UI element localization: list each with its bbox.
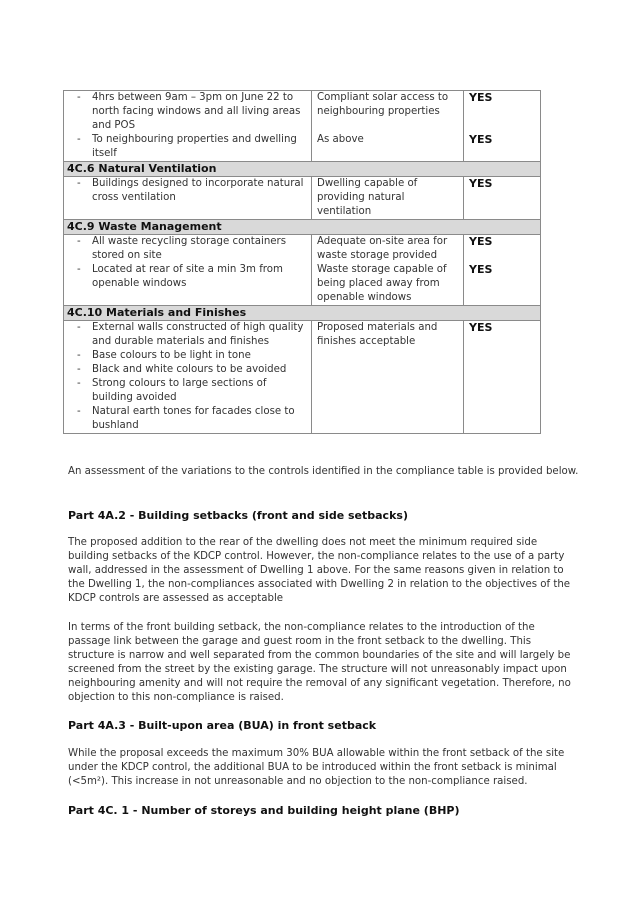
- section-heading-setbacks: Part 4A.2 - Building setbacks (front and side setbacks): [68, 509, 408, 522]
- result-cell: [464, 321, 541, 434]
- result-cell: [464, 91, 541, 162]
- section-header-label: 4C.10 Materials and Finishes: [64, 306, 541, 321]
- comment-cell: [312, 321, 464, 434]
- compliance-result: YES: [469, 91, 493, 104]
- table-row: [64, 177, 541, 220]
- compliance-result: YES: [469, 133, 493, 146]
- setbacks-paragraph-2: In terms of the front building setback, the non-compliance relates to the introduction of the passage link between the garage and guest room in the front setback to the dwelling. This structure is narrow and well separated from the common boundaries of the site and will largely be screened from the street by the existing garage. The structure will not unreasonably impact upon neighbouring amenity and will not require the removal of any significant vegetation. Therefore, no objection to this non-compliance is raised.: [68, 622, 571, 703]
- comment-text: As above: [317, 134, 364, 145]
- table-row: [64, 321, 541, 434]
- control-list: [64, 235, 311, 291]
- result-cell: [464, 177, 541, 220]
- compliance-table: [63, 90, 541, 434]
- compliance-result: YES: [469, 321, 493, 334]
- intro-paragraph: An assessment of the variations to the controls identified in the compliance table is provided below.: [68, 466, 579, 477]
- comment-text: Adequate on-site area for waste storage provided: [317, 236, 448, 261]
- table-section-header: [64, 220, 541, 235]
- compliance-result: YES: [469, 235, 493, 248]
- table-row: [64, 91, 541, 162]
- comment-cell: [312, 91, 464, 162]
- setbacks-paragraph-1: The proposed addition to the rear of the dwelling does not meet the minimum required side building setbacks of the KDCP control. However, the non-compliance relates to the use of a party wall, addressed in the assessment of Dwelling 1 above. For the same reasons given in relation to the Dwelling 1, the non-compliances associated with Dwelling 2 in relation to the objectives of the KDCP controls are assessed as acceptable: [68, 537, 571, 604]
- control-item: - Natural earth tones for facades close to bushland: [77, 405, 309, 433]
- control-item: - Black and white colours to be avoided: [77, 363, 309, 377]
- control-cell: [64, 321, 312, 434]
- control-item: - 4hrs between 9am – 3pm on June 22 to north facing windows and all living areas and POS: [77, 91, 309, 133]
- control-cell: [64, 177, 312, 220]
- section-header-label: 4C.9 Waste Management: [64, 220, 541, 235]
- result-cell: [464, 235, 541, 306]
- compliance-result: YES: [469, 177, 493, 190]
- compliance-result: YES: [469, 263, 493, 276]
- control-cell: [64, 235, 312, 306]
- comment-text: Dwelling capable of providing natural ventilation: [317, 178, 418, 217]
- control-list: [64, 91, 311, 161]
- comment-cell: [312, 177, 464, 220]
- control-list: [64, 177, 311, 205]
- control-item: - All waste recycling storage containers stored on site: [77, 235, 309, 263]
- comment-cell: [312, 235, 464, 306]
- table-section-header: [64, 162, 541, 177]
- control-item: - External walls constructed of high quality and durable materials and finishes: [77, 321, 309, 349]
- table-row: [64, 235, 541, 306]
- bua-paragraph: While the proposal exceeds the maximum 30% BUA allowable within the front setback of the site under the KDCP control, the additional BUA to be introduced within the front setback is minimal (<5m²). This increase in not unreasonable and no objection to the non-compliance raised.: [68, 748, 565, 787]
- section-heading-bua: Part 4A.3 - Built-upon area (BUA) in front setback: [68, 719, 377, 732]
- control-item: - Strong colours to large sections of building avoided: [77, 377, 309, 405]
- comment-text: Proposed materials and finishes acceptable: [317, 322, 438, 347]
- comment-text: Compliant solar access to neighbouring properties: [317, 92, 449, 117]
- table-section-header: [64, 306, 541, 321]
- section-header-label: 4C.6 Natural Ventilation: [64, 162, 541, 177]
- control-item: - To neighbouring properties and dwelling itself: [77, 133, 309, 161]
- section-heading-storeys: Part 4C. 1 - Number of storeys and building height plane (BHP): [68, 804, 460, 817]
- control-item: - Buildings designed to incorporate natural cross ventilation: [77, 177, 309, 205]
- control-item: - Base colours to be light in tone: [77, 349, 309, 363]
- comment-text: Waste storage capable of being placed away from openable windows: [317, 264, 447, 303]
- compliance-table-body: [64, 91, 541, 434]
- control-list: [64, 321, 311, 433]
- control-cell: [64, 91, 312, 162]
- control-item: - Located at rear of site a min 3m from openable windows: [77, 263, 309, 291]
